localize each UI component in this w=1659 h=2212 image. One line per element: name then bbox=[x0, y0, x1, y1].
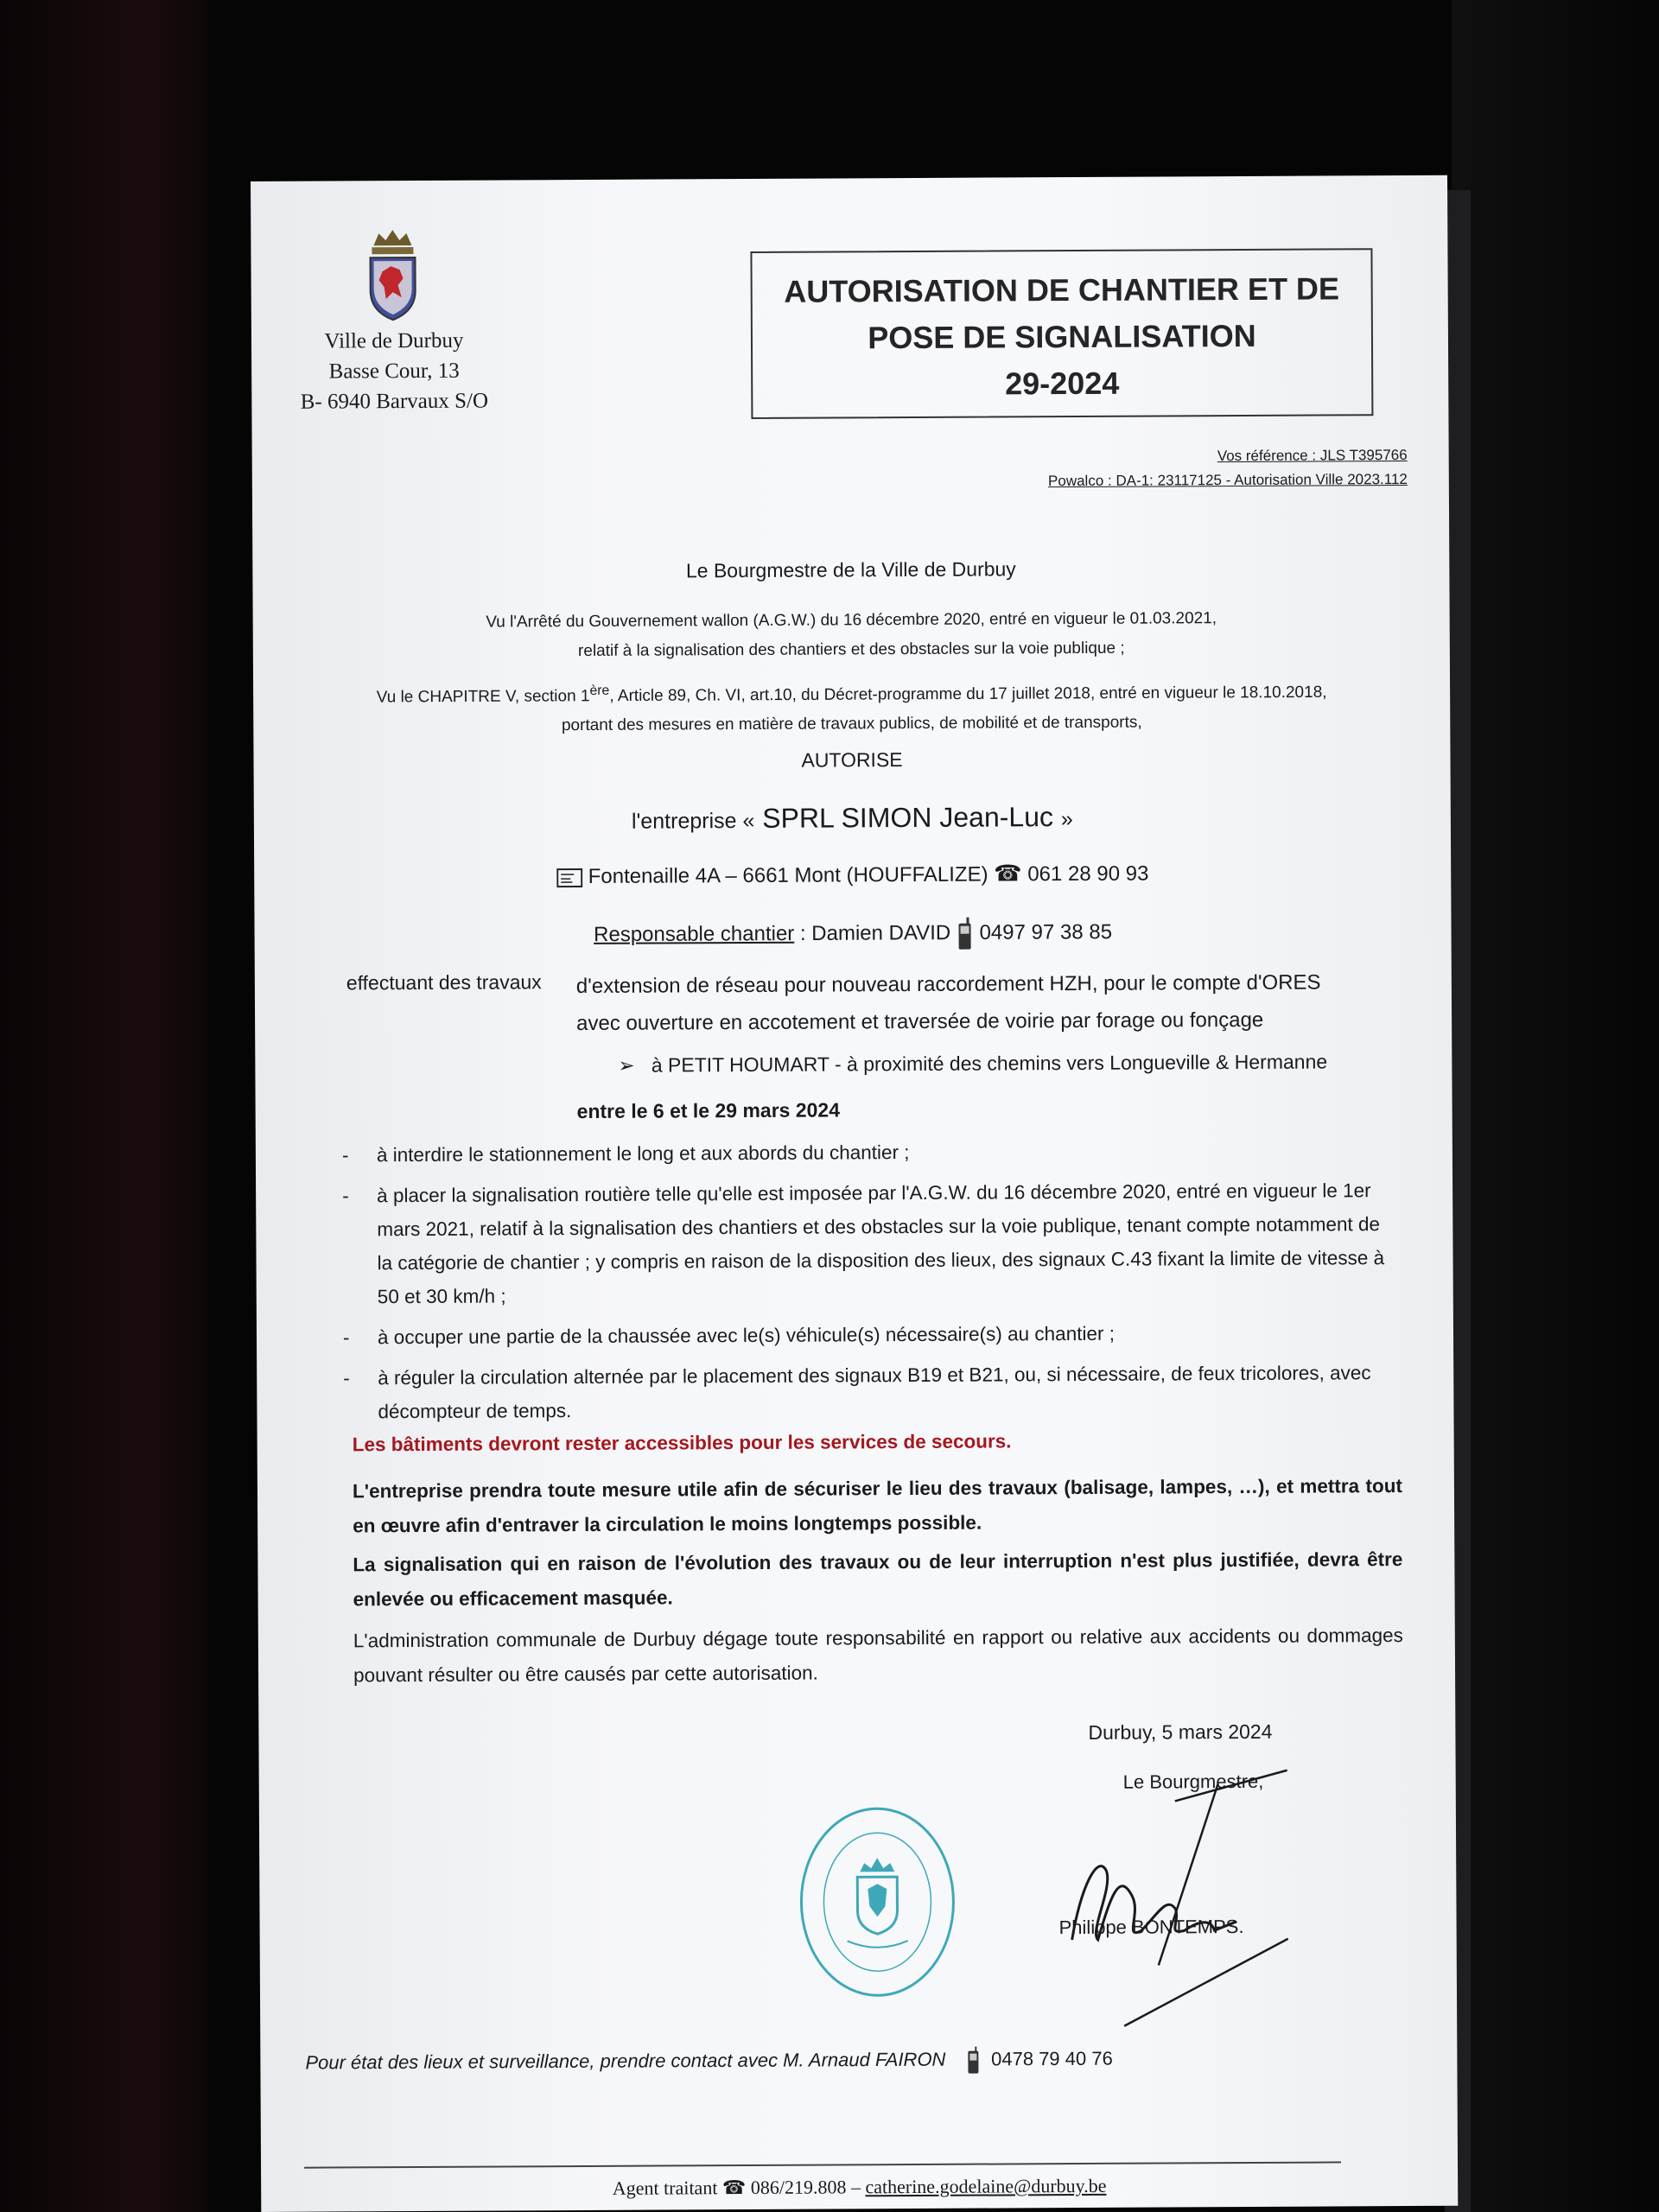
condition-item: - à réguler la circulation alternée par le placement des signaux B19 et B21, ou, si nécessaire, de feux tricolores, avec décompteur de temps. bbox=[343, 1356, 1393, 1428]
agent-footer bbox=[261, 2173, 1458, 2202]
site-manager-line bbox=[254, 914, 1451, 955]
works-location-text: à PETIT HOUMART - à proximité des chemins vers Longueville & Hermanne bbox=[651, 1050, 1328, 1077]
site-manager-name: : Damien DAVID bbox=[794, 921, 951, 946]
title-number: 29-2024 bbox=[1005, 365, 1120, 402]
signage-removal-paragraph: La signalisation qui en raison de l'évolution des travaux ou de leur interruption n'est plus justifiée, devra être enlevée ou efficacement masquée. bbox=[353, 1548, 1403, 1611]
safety-paragraph: L'entreprise prendra toute mesure utile afin de sécuriser le lieu des travaux (balisage, lampes, …), et mettra tout en œuvre afin d'entraver la circulation le moins longtemps possible. bbox=[352, 1475, 1402, 1537]
legal-basis-2 bbox=[253, 672, 1450, 743]
company-name: SPRL SIMON Jean-Luc bbox=[754, 801, 1061, 834]
town-name: Ville de Durbuy bbox=[324, 328, 464, 353]
company-phone: 061 28 90 93 bbox=[1027, 861, 1149, 887]
references bbox=[1048, 443, 1408, 493]
envelope-icon bbox=[556, 868, 582, 888]
site-manager-mobile: 0497 97 38 85 bbox=[979, 920, 1113, 944]
company-address-line bbox=[254, 858, 1451, 891]
agent-label: Agent traitant bbox=[612, 2177, 718, 2199]
arrow-bullet-icon: ➢ bbox=[618, 1053, 635, 1077]
agent-email-link[interactable]: catherine.godelaine@durbuy.be bbox=[865, 2174, 1107, 2198]
legal-basis-1 bbox=[253, 603, 1450, 668]
company-line bbox=[254, 799, 1451, 837]
reference-line1: Vos référence : JLS T395766 bbox=[1217, 446, 1408, 465]
works-label: effectuant des travaux bbox=[346, 970, 542, 995]
town-address-line1: Basse Cour, 13 bbox=[328, 359, 460, 384]
authorization-document bbox=[251, 175, 1458, 2212]
document-title-box bbox=[750, 248, 1373, 419]
background-left bbox=[0, 0, 207, 2212]
legal-basis-2-pre: Vu le CHAPITRE V, section 1 bbox=[376, 687, 590, 707]
legal-basis-2-line1 bbox=[253, 672, 1450, 714]
signature-date: Durbuy, 5 mars 2024 bbox=[1088, 1719, 1273, 1744]
works-location bbox=[618, 1050, 1327, 1077]
authorization-conditions bbox=[342, 1133, 1394, 1435]
legal-basis-2-line2: portant des mesures en matière de travaux publics, de mobilité et de transports, bbox=[561, 713, 1142, 735]
autorise-heading: AUTORISE bbox=[801, 748, 903, 772]
site-manager-label: Responsable chantier bbox=[594, 922, 795, 947]
durbuy-crest-icon bbox=[365, 228, 421, 323]
emergency-access-notice: Les bâtiments devront rester accessibles pour les services de secours. bbox=[352, 1430, 1012, 1456]
company-suffix: » bbox=[1060, 807, 1073, 832]
signatory-name: Philippe BONTEMPS. bbox=[1058, 1916, 1244, 1939]
liability-paragraph: L'administration communale de Durbuy dégage toute responsabilité en rapport ou relative aux accidents ou dommages pouvant résulter ou être causés par cette autorisation. bbox=[353, 1624, 1403, 1687]
site-contact-text: Pour état des lieux et surveillance, prendre contact avec M. Arnaud FAIRON bbox=[305, 2048, 946, 2074]
handwritten-signature bbox=[1037, 1766, 1298, 2044]
legal-basis-2-post: , Article 89, Ch. VI, art.10, du Décret-programme du 17 juillet 2018, entré en vigueur le 18.10.2018, bbox=[609, 683, 1327, 706]
town-address-block bbox=[277, 325, 512, 416]
signatory-title: Le Bourgmestre, bbox=[1122, 1770, 1264, 1793]
legal-basis-1-line1: Vu l'Arrêté du Gouvernement wallon (A.G.W.) du 16 décembre 2020, entré en vigueur le 01.03.2021, bbox=[486, 609, 1217, 632]
footer-divider bbox=[304, 2161, 1341, 2168]
reference-line2: Powalco : DA-1: 23117125 - Autorisation Ville 2023.112 bbox=[1047, 470, 1408, 490]
legal-basis-1-line2: relatif à la signalisation des chantiers et des obstacles sur la voie publique ; bbox=[577, 639, 1125, 661]
works-line2: avec ouverture en accotement et traversée de voirie par forage ou fonçage bbox=[576, 1007, 1264, 1036]
municipal-seal-stamp bbox=[795, 1802, 960, 2002]
town-address-line2: B- 6940 Barvaux S/O bbox=[300, 389, 489, 414]
site-contact-phone: 0478 79 40 76 bbox=[991, 2047, 1113, 2070]
condition-item: - à interdire le stationnement le long et aux abords du chantier ; bbox=[342, 1133, 1392, 1172]
mobile-phone-icon bbox=[967, 2046, 981, 2075]
telephone-icon: ☎ bbox=[994, 860, 1022, 887]
works-description bbox=[576, 964, 1321, 1043]
works-dates: entre le 6 et le 29 mars 2024 bbox=[576, 1098, 841, 1123]
condition-item: - à occuper une partie de la chaussée avec le(s) véhicule(s) nécessaire(s) au chantier ; bbox=[343, 1315, 1393, 1354]
agent-phone: 086/219.808 – bbox=[750, 2176, 861, 2199]
background-right bbox=[1452, 0, 1659, 2212]
company-prefix: l'entreprise « bbox=[631, 808, 755, 834]
company-address: Fontenaille 4A – 6661 Mont (HOUFFALIZE) bbox=[588, 862, 988, 888]
title-line2: POSE DE SIGNALISATION bbox=[868, 317, 1256, 356]
site-contact-line bbox=[305, 2045, 1113, 2079]
works-line1: d'extension de réseau pour nouveau raccordement HZH, pour le compte d'ORES bbox=[575, 970, 1321, 999]
mobile-phone-icon bbox=[957, 917, 974, 951]
title-line1: AUTORISATION DE CHANTIER ET DE bbox=[784, 270, 1340, 309]
condition-item: - à placer la signalisation routière telle qu'elle est imposée par l'A.G.W. du 16 décembre 2020, entré en vigueur le 1er mars 2021, relatif à la signalisation des chantiers et des obstacles sur la voie publique, tenant compte notamment de la catégorie de chantier ; y compris en raison de la disposition des lieux, des signaux C.43 fixant la limite de vitesse à 50 et 30 km/h ; bbox=[342, 1173, 1393, 1313]
legal-basis-2-sup: ère bbox=[589, 683, 610, 698]
bourgmestre-heading: Le Bourgmestre de la Ville de Durbuy bbox=[685, 557, 1016, 582]
telephone-icon: ☎ bbox=[721, 2177, 747, 2199]
